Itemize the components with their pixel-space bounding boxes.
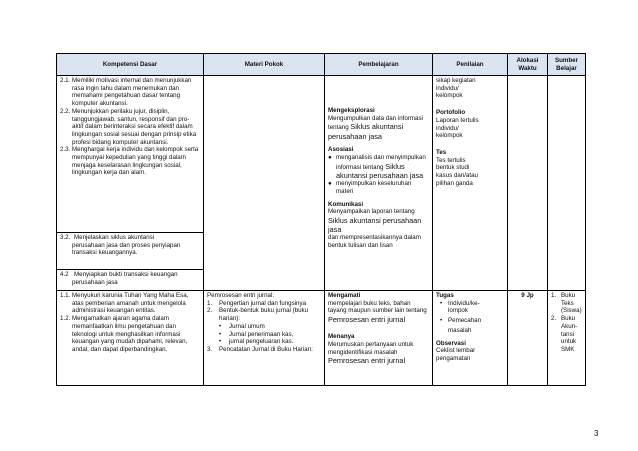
heading-menanya: Menanya [328, 333, 355, 341]
alokasi-cell: 9 Jp [508, 291, 548, 386]
kd-cell-group1 [57, 76, 204, 233]
header-pembelajaran: Pembelajaran [325, 54, 433, 76]
heading-tes: Tes [436, 148, 447, 156]
heading-asosiasi: Asosiasi [328, 146, 354, 154]
bullet-icon: • [219, 322, 222, 330]
heading-tugas: Tugas [436, 292, 454, 299]
materi-cell: Pemrosesan entri jurnal: 1. Pengertian jurnal dan fungsinya 2. Bentuk-bentuk buku jurnal (buku harian): • Jurnal umum • Jurnal penerimaan kas, • jurnal pengeluaran kas. 3. Pencatatan Jurnal di Buku Harian: [204, 291, 325, 386]
bullet-icon: ● [328, 180, 332, 188]
sumber-cell-empty [548, 76, 586, 291]
bullet-icon: ● [328, 153, 332, 161]
heading-komunikasi: Komunikasi [328, 200, 364, 208]
bullet-icon: • [219, 338, 222, 346]
heading-portofolio: Portofolio [436, 109, 466, 117]
header-row [57, 54, 586, 76]
sumber-cell: 1. Buku Teks (Siswa) 2. Buku Akun-tansi untuk SMK [548, 291, 586, 386]
header-materi-pokok: Materi Pokok [204, 54, 325, 76]
heading-mengamati: Mengamati [328, 292, 361, 299]
penilaian-cell: sikap kegiatan individu/ kelompok Portofolio Laporan tertulis individu/ kelompok Tes Tes tertulis bentuk studi kasus dan/atau pilihan ganda [433, 76, 508, 291]
header-alokasi-waktu: Alokasi Waktu [508, 54, 548, 76]
page-number: 3 [594, 429, 599, 438]
kd-item: 2.1. Memiliki motivasi internal dan menunjukkan rasa ingin tahu dalam menemukan dan memahami pengetahuan dasar tentang komputer akuntansi. [60, 77, 192, 108]
bullet-icon: • [440, 317, 443, 325]
table-row [57, 291, 586, 386]
kd-item: 2.2. Menunjukkan perilaku jujur, disiplin, tanggungjawab, santun, responsif dan pro-aktif dalam berinteraksi secara efektif dalam lingkungan sosial sesuai dengan prinsip etika profesi bidang komputer akuntansi. [60, 107, 197, 146]
bullet-icon: • [219, 330, 222, 338]
pembelajaran-cell-2: Mengamati mempelajari buku teks, bahan tayang maupun sumber lain tentang Pemrosesan entri jurnal Menanya Merumuskan pertanyaan untuk mengidentifikasi masalah Pemrosesan entri jurnal [325, 291, 433, 386]
kd-cell-3-2: 3.2. Menjelaskan siklus akuntansi perusahaan jasa dan proses penyiapan transaksi keuangannya. [57, 233, 204, 270]
kd-cell-4-2: 4.2 Menyiapkan bukti transaksi keuangan perusahaan jasa [57, 270, 204, 291]
header-sumber-belajar: Sumber Belajar [548, 54, 586, 76]
kd-item: 1.2. Mengamalkan ajaran agama dalam memanfaatkan ilmu pengetahuan dan teknologi untuk menghasilkan informasi keuangan yang mudah dipahami, relevan, andal, dan dapat diperbandingkan. [60, 315, 188, 353]
bullet-icon: • [440, 299, 443, 307]
syllabus-table [56, 53, 586, 386]
alokasi-cell-empty [508, 76, 548, 291]
pembelajaran-cell: Mengeksplorasi Mengumpulkan data dan informasi tentang Siklus akuntansi perusahaan jasa Asosiasi ● menganalisis dan menyimpulkan informasi tentang Siklus akuntansi perusahaan jasa ● menyimpulkan keseluruhan materi Komunikasi Menyampaikan laporan tentang Siklus akuntansi perusahaan jasa dan mempresentasikannya dalam bentuk tulisan dan lisan [325, 76, 433, 291]
kd-item: 1.1. Menyukuri karunia Tuhan Yang Maha Esa, atas pemberian amanah untuk mengelola administrasi keuangan entitas. [60, 292, 189, 315]
table-row [57, 76, 586, 233]
header-penilaian: Penilaian [433, 54, 508, 76]
kd-item: 2.3. Menghargai kerja individu dan kelompok serta mempunyai kepedulian yang tinggi dalam menjaga keselarasan lingkungan sosial, lingkungan kerja dan alam. [60, 146, 199, 177]
penilaian-cell-2: Tugas • Individu/ke- lompok • Pemecahan masalah Observasi Ceklist lembar pengamatan [433, 291, 508, 386]
heading-observasi: Observasi [436, 339, 466, 347]
materi-cell-empty [204, 76, 325, 291]
kd-cell-group2 [57, 291, 204, 386]
header-kompetensi-dasar: Kompetensi Dasar [57, 54, 204, 76]
heading-mengeksplorasi: Mengeksplorasi [328, 107, 375, 114]
